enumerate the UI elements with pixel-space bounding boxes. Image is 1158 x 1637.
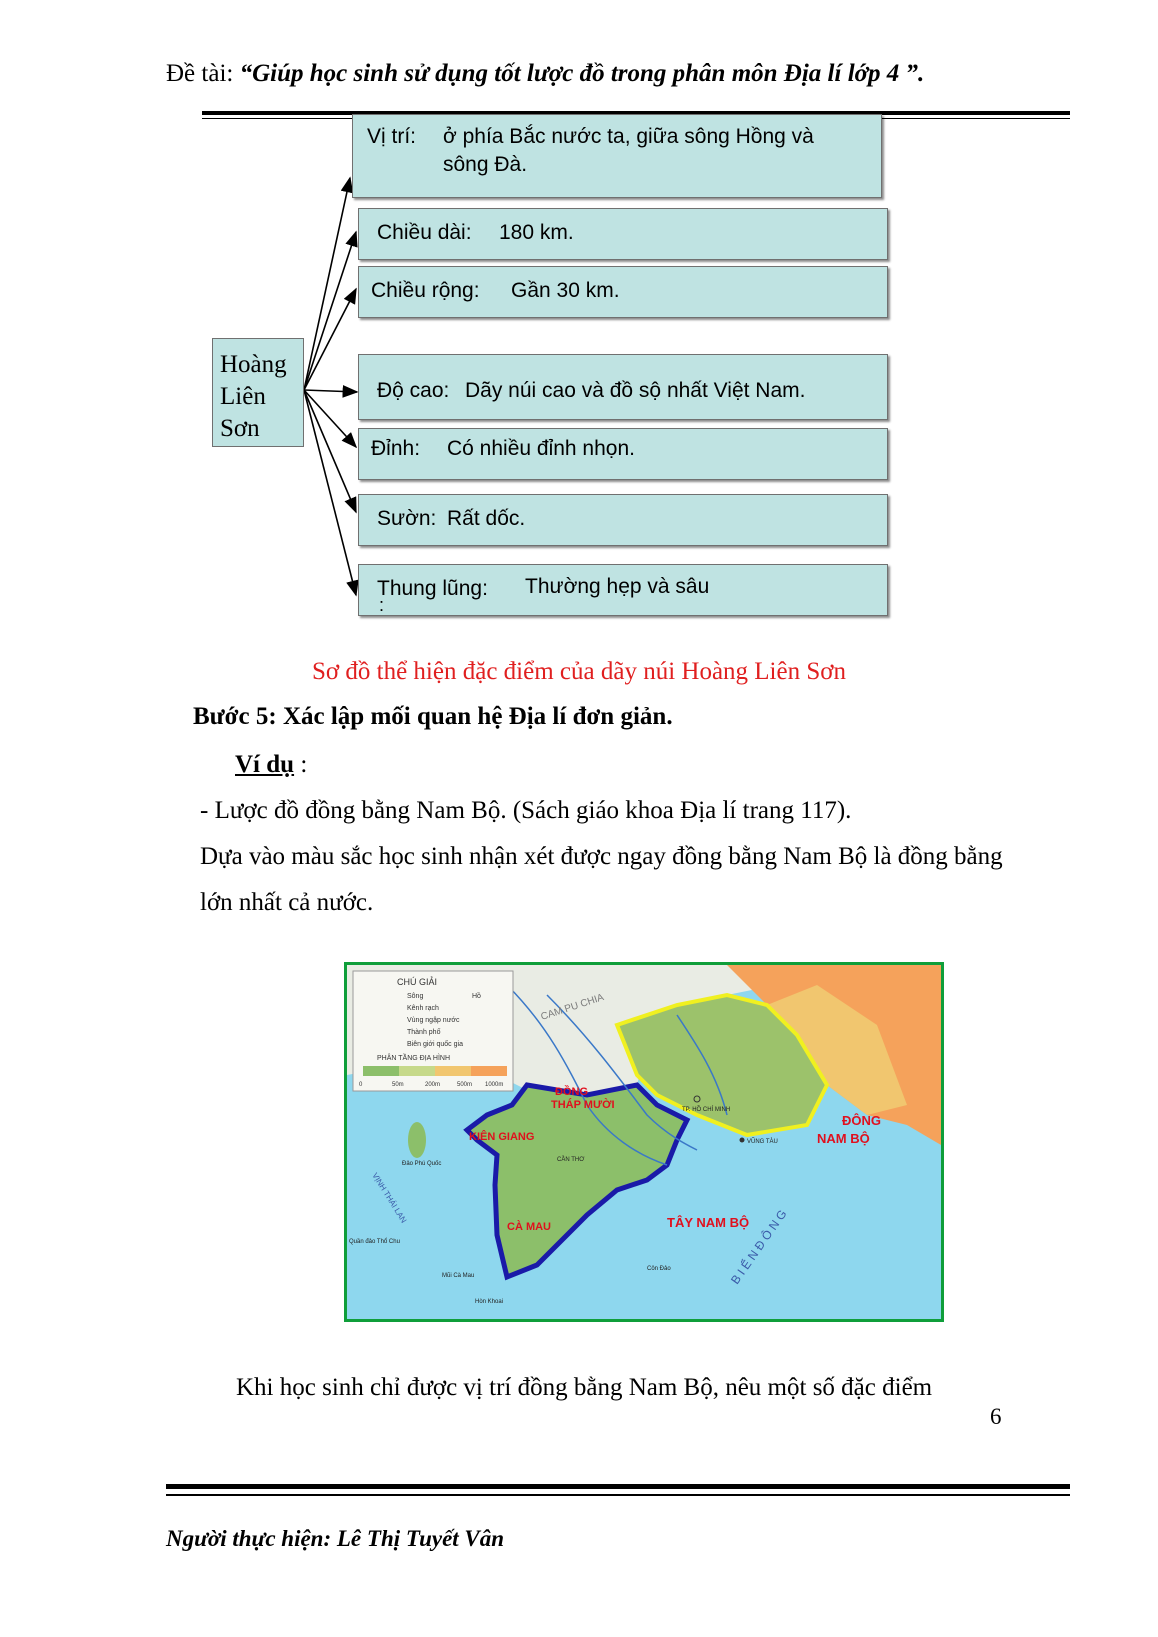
box-chieu-rong (358, 266, 888, 318)
para-line-2: lớn nhất cả nước. (200, 889, 374, 916)
label-vung-tau: VŨNG TÀU (747, 1139, 778, 1145)
box-thung-lung-value: Thường hẹp và sâu (525, 575, 710, 598)
example-label: Ví dụ (235, 751, 295, 778)
footer-rule-thin (166, 1494, 1070, 1496)
box-vi-tri-label: Vị trí: (367, 125, 417, 148)
map-canvas (347, 965, 941, 1319)
label-hon-khoai: Hòn Khoai (475, 1299, 504, 1305)
label-tho-chu: Quần đảo Thổ Chu (349, 1239, 400, 1245)
legend-tick-1: 50m (392, 1082, 404, 1088)
box-suon-label: Sườn: (377, 507, 437, 530)
label-con-dao: Côn Đảo (647, 1266, 671, 1272)
box-do-cao-value: Dãy núi cao và đồ sộ nhất Việt Nam. (465, 379, 806, 402)
box-vi-tri-value-1: ở phía Bắc nước ta, giữa sông Hồng và (443, 125, 814, 148)
box-do-cao-label: Độ cao: (377, 379, 450, 402)
header-prefix: Đề tài: (166, 60, 240, 87)
legend-bien-gioi: Biên giới quốc gia (407, 1041, 463, 1048)
closing-line: Khi học sinh chỉ được vị trí đồng bằng Nam Bộ, nêu một số đặc điểm (236, 1374, 933, 1401)
label-kien-giang: KIÊN GIANG (469, 1131, 535, 1143)
box-suon-value: Rất dốc. (447, 507, 526, 530)
legend-tick-2: 200m (425, 1082, 441, 1088)
box-do-cao (358, 354, 888, 420)
label-bien-dong: B I Ể N Đ Ô N G (727, 1207, 790, 1287)
box-thung-lung (358, 564, 888, 616)
step5-title: Bước 5: Xác lập mối quan hệ Địa lí đơn giản. (193, 703, 673, 730)
legend-swatch-2 (399, 1066, 435, 1076)
box-dinh-label: Đỉnh: (371, 437, 421, 460)
box-dinh (358, 428, 888, 480)
legend-swatch-4 (471, 1066, 507, 1076)
label-dong: ĐỒNG (555, 1086, 588, 1098)
label-mui-ca-mau: Mũi Cà Mau (442, 1273, 475, 1279)
box-chieu-rong-label: Chiều rộng: (371, 279, 480, 302)
label-campuchia: CAM PU CHIA (539, 992, 606, 1023)
bullet-line: - Lược đồ đồng bằng Nam Bộ. (Sách giáo khoa Địa lí trang 117). (200, 797, 852, 824)
legend-song: Sông (407, 993, 424, 1000)
map-nam-bo (344, 962, 944, 1322)
box-chieu-rong-value: Gần 30 km. (511, 279, 620, 302)
legend-ngap: Vùng ngập nước (407, 1017, 460, 1024)
para-line-1: Dựa vào màu sắc học sinh nhận xét được ngay đồng bằng Nam Bộ là đồng bằng (200, 843, 1003, 870)
legend-kenh: Kênh rạch (407, 1005, 439, 1012)
footer-author: Người thực hiện: Lê Thị Tuyết Vân (166, 1526, 505, 1551)
legend-swatch-3 (435, 1066, 471, 1076)
footer-rule-thick (166, 1484, 1070, 1489)
label-tay-nam-bo: TÂY NAM BỘ (667, 1215, 750, 1230)
box-dinh-value: Có nhiều đỉnh nhọn. (447, 437, 635, 460)
root-line-1: Hoàng (220, 351, 287, 378)
label-dong-nb-2: NAM BỘ (817, 1131, 870, 1146)
box-chieu-dai-value: 180 km. (499, 221, 574, 244)
marker-vung-tau (740, 1138, 745, 1143)
header-title: “Giúp học sinh sử dụng tốt lược đồ trong phân môn Địa lí lớp 4 ”. (239, 60, 925, 87)
box-thung-lung-extra: : (379, 595, 385, 615)
box-suon (358, 494, 888, 546)
box-vi-tri (352, 114, 882, 198)
diagram-caption: Sơ đồ thể hiện đặc điểm của dãy núi Hoàng Liên Sơn (312, 658, 846, 685)
label-vinh-thai-lan: VỊNH THÁI LAN (370, 1171, 409, 1225)
legend-tick-4: 1000m (485, 1082, 504, 1088)
legend-elevation-title: PHÂN TẦNG ĐỊA HÌNH (377, 1055, 450, 1062)
root-line-3: Sơn (220, 415, 260, 442)
root-line-2: Liên (220, 383, 266, 410)
legend-ho: Hồ (472, 993, 481, 1000)
label-tp-hcm: TP. HỒ CHÍ MINH (682, 1107, 731, 1113)
example-line (235, 751, 307, 779)
label-dong-nb-1: ĐÔNG (842, 1113, 881, 1128)
diagram-root-box (212, 338, 304, 447)
box-chieu-dai (358, 208, 888, 260)
label-can-tho: CẦN THƠ (557, 1157, 585, 1163)
box-chieu-dai-label: Chiều dài: (377, 221, 472, 244)
map-phu-quoc (408, 1122, 426, 1158)
legend-swatch-1 (363, 1066, 399, 1076)
legend-thanh-pho: Thành phố (407, 1029, 441, 1036)
label-phu-quoc: Đảo Phú Quốc (402, 1161, 442, 1167)
example-suffix: : (294, 751, 308, 778)
box-vi-tri-value-2: sông Đà. (443, 153, 528, 176)
label-ca-mau: CÀ MAU (507, 1221, 551, 1233)
label-thap-muoi: THÁP MƯỜI (551, 1099, 615, 1111)
page-number: 6 (990, 1404, 1002, 1429)
box-thung-lung-label: Thung lũng: (377, 577, 488, 600)
legend-title: CHÚ GIẢI (397, 977, 438, 987)
legend-tick-3: 500m (457, 1082, 473, 1088)
legend-tick-0: 0 (359, 1082, 363, 1088)
